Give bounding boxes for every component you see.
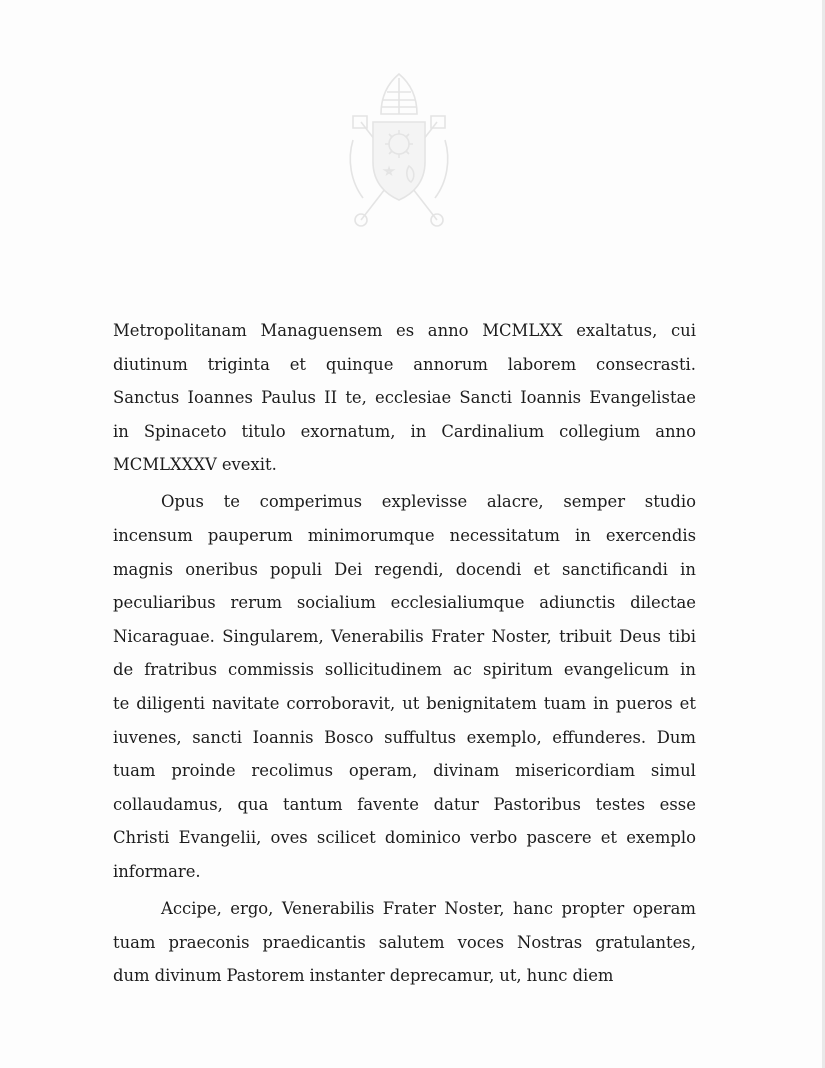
- word: te: [113, 694, 130, 714]
- word: tantum: [283, 794, 343, 814]
- word: necessitatum: [449, 526, 560, 546]
- word: gratulantes,: [595, 932, 696, 952]
- word: MCMLXX: [482, 321, 563, 340]
- word: Frater: [382, 899, 436, 919]
- word: Dei: [334, 559, 363, 579]
- word: navitate: [211, 694, 280, 714]
- coat-of-arms-icon: [343, 70, 455, 230]
- word: Pastorem: [226, 966, 305, 986]
- word: Noster,: [491, 626, 552, 646]
- word: Accipe,: [161, 899, 222, 919]
- word: quinque: [325, 354, 394, 374]
- word: simul: [650, 761, 696, 781]
- word: alacre,: [486, 492, 544, 512]
- word: triginta: [207, 354, 270, 374]
- word: sollicitudinem: [324, 660, 442, 680]
- text-line: [113, 653, 696, 687]
- word: propter: [561, 899, 625, 919]
- word: suffultus: [384, 727, 457, 747]
- word: ut,: [499, 966, 522, 986]
- word: favente: [357, 794, 419, 814]
- word: oves: [270, 828, 308, 848]
- word: evangelicum: [563, 660, 670, 680]
- word: misericordiam: [515, 761, 636, 781]
- text-line: [113, 821, 696, 855]
- word: te: [223, 492, 240, 512]
- word: divinum: [154, 966, 222, 986]
- word: iuvenes,: [113, 727, 182, 747]
- word: operam,: [348, 761, 418, 781]
- word: fratribus: [144, 660, 218, 680]
- word: in: [410, 421, 427, 441]
- word: Venerabilis: [281, 899, 375, 919]
- text-line: [113, 348, 696, 382]
- word: magnis: [113, 559, 174, 579]
- word: in: [680, 660, 696, 680]
- word: anno: [427, 321, 469, 340]
- word: sancti: [192, 727, 242, 747]
- word: regendi,: [374, 559, 444, 579]
- word: pauperum: [207, 526, 293, 546]
- text-line: [113, 381, 696, 415]
- word: exemplo,: [466, 727, 542, 747]
- word: dominico: [384, 828, 461, 848]
- word: laborem: [507, 354, 577, 374]
- word: socialium: [296, 593, 376, 613]
- word: Opus: [161, 492, 204, 512]
- word: studio: [644, 492, 696, 512]
- word: pascere: [526, 828, 592, 848]
- text-line: [113, 586, 696, 620]
- word: et: [289, 354, 307, 374]
- text-line: [113, 620, 696, 654]
- word: qua: [237, 794, 269, 814]
- word: Ioannes: [187, 388, 253, 408]
- word: pueros: [615, 694, 673, 714]
- text-line: [113, 448, 696, 482]
- word: effunderes.: [552, 727, 647, 747]
- word: hunc: [526, 966, 568, 986]
- word: dum: [113, 966, 150, 986]
- text-line: [113, 687, 696, 721]
- paragraph: [113, 314, 696, 482]
- word: proinde: [171, 761, 236, 781]
- word: collegium: [559, 421, 641, 441]
- word: hanc: [512, 899, 554, 919]
- word: Frater: [431, 626, 485, 646]
- word: informare.: [113, 862, 201, 881]
- word: ecclesiae: [375, 388, 452, 408]
- papal-emblem-watermark: [343, 70, 455, 230]
- word: Pastoribus: [493, 794, 581, 814]
- word: et: [533, 559, 550, 579]
- word: Evangelistae: [589, 388, 696, 408]
- text-line: [113, 519, 696, 553]
- word: corroboravit,: [286, 694, 396, 714]
- word: Managuensem: [260, 321, 383, 340]
- word: diutinum: [113, 354, 188, 374]
- text-line: [113, 415, 696, 449]
- word: Deus: [619, 626, 661, 646]
- word: in: [593, 694, 609, 714]
- word: tribuit: [559, 626, 612, 646]
- word: diligenti: [136, 694, 206, 714]
- word: tibi: [668, 626, 696, 646]
- word: Nicaraguae.: [113, 626, 215, 646]
- word: Cardinalium: [441, 421, 545, 441]
- word: in: [680, 559, 696, 579]
- paragraph: [113, 485, 696, 888]
- text-line: [113, 892, 696, 926]
- word: ac: [452, 660, 472, 680]
- word: verbo: [470, 828, 518, 848]
- word: anno: [655, 421, 696, 441]
- word: semper: [563, 492, 626, 512]
- word: instanter: [309, 966, 385, 986]
- word: scilicet: [316, 828, 376, 848]
- word: deprecamur,: [389, 966, 495, 986]
- word: Metropolitanam: [113, 321, 247, 340]
- word: datur: [433, 794, 479, 814]
- word: salutem: [378, 932, 445, 952]
- word: voces: [457, 932, 504, 952]
- word: divinam: [433, 761, 500, 781]
- paragraph: [113, 892, 696, 993]
- word: Singularem,: [222, 626, 324, 646]
- text-line: [113, 788, 696, 822]
- word: II: [324, 388, 338, 408]
- word: tuam: [543, 694, 587, 714]
- word: benignitatem: [426, 694, 537, 714]
- word: adiunctis: [539, 593, 616, 613]
- word: diem: [572, 966, 614, 986]
- word: tuam: [113, 761, 156, 781]
- word: ecclesialiumque: [390, 593, 525, 613]
- word: esse: [659, 794, 696, 814]
- word: Dum: [656, 727, 696, 747]
- word: Spinaceto: [143, 421, 227, 441]
- text-line: [113, 314, 696, 348]
- word: Christi: [113, 828, 170, 848]
- word: testes: [595, 794, 646, 814]
- word: titulo: [241, 421, 286, 441]
- word: commissis: [228, 660, 314, 680]
- text-line: [113, 959, 696, 993]
- word: explevisse: [381, 492, 468, 512]
- word: oneribus: [185, 559, 258, 579]
- word: docendi: [455, 559, 522, 579]
- word: de: [113, 660, 134, 680]
- word: operam: [632, 899, 696, 919]
- word: dilectae: [630, 593, 696, 613]
- word: Sanctus: [113, 388, 180, 408]
- word: incensum: [113, 526, 193, 546]
- word: comperimus: [259, 492, 363, 512]
- text-line: [113, 553, 696, 587]
- word: Paulus: [261, 388, 316, 408]
- word: sanctificandi: [561, 559, 668, 579]
- text-line: [113, 485, 696, 519]
- word: in: [575, 526, 591, 546]
- word: spiritum: [482, 660, 553, 680]
- word: Nostras: [516, 932, 583, 952]
- word: exercendis: [605, 526, 696, 546]
- word: exemplo: [626, 828, 696, 848]
- letter-body: [113, 314, 696, 993]
- word: Venerabilis: [331, 626, 424, 646]
- word: Noster,: [444, 899, 505, 919]
- word: exaltatus,: [576, 321, 658, 340]
- word: populi: [270, 559, 322, 579]
- word: collaudamus,: [113, 794, 223, 814]
- word: ergo,: [230, 899, 274, 919]
- word: recolimus: [251, 761, 333, 781]
- word: praedicantis: [262, 932, 366, 952]
- text-line: [113, 855, 696, 889]
- word: tuam: [113, 932, 156, 952]
- word: et: [679, 694, 696, 714]
- text-line: [113, 926, 696, 960]
- word: peculiaribus: [113, 593, 216, 613]
- word: minimorumque: [307, 526, 435, 546]
- text-line: [113, 754, 696, 788]
- word: Ioannis: [252, 727, 314, 747]
- word: Bosco: [324, 727, 374, 747]
- word: Evangelii,: [178, 828, 262, 848]
- text-line: [113, 721, 696, 755]
- word: te,: [345, 388, 367, 408]
- word: evexit.: [221, 455, 277, 475]
- word: ut: [402, 694, 420, 714]
- word: rerum: [230, 593, 283, 613]
- word: es: [396, 321, 415, 340]
- word: exornatum,: [300, 421, 396, 441]
- word: consecrasti.: [596, 354, 696, 374]
- word: annorum: [413, 354, 488, 374]
- word: Ioannis: [520, 388, 582, 408]
- word: cui: [670, 321, 696, 340]
- word: Sancti: [459, 388, 512, 408]
- word: in: [113, 421, 129, 441]
- word: MCMLXXXV: [113, 455, 217, 475]
- word: et: [600, 828, 618, 848]
- word: praeconis: [168, 932, 250, 952]
